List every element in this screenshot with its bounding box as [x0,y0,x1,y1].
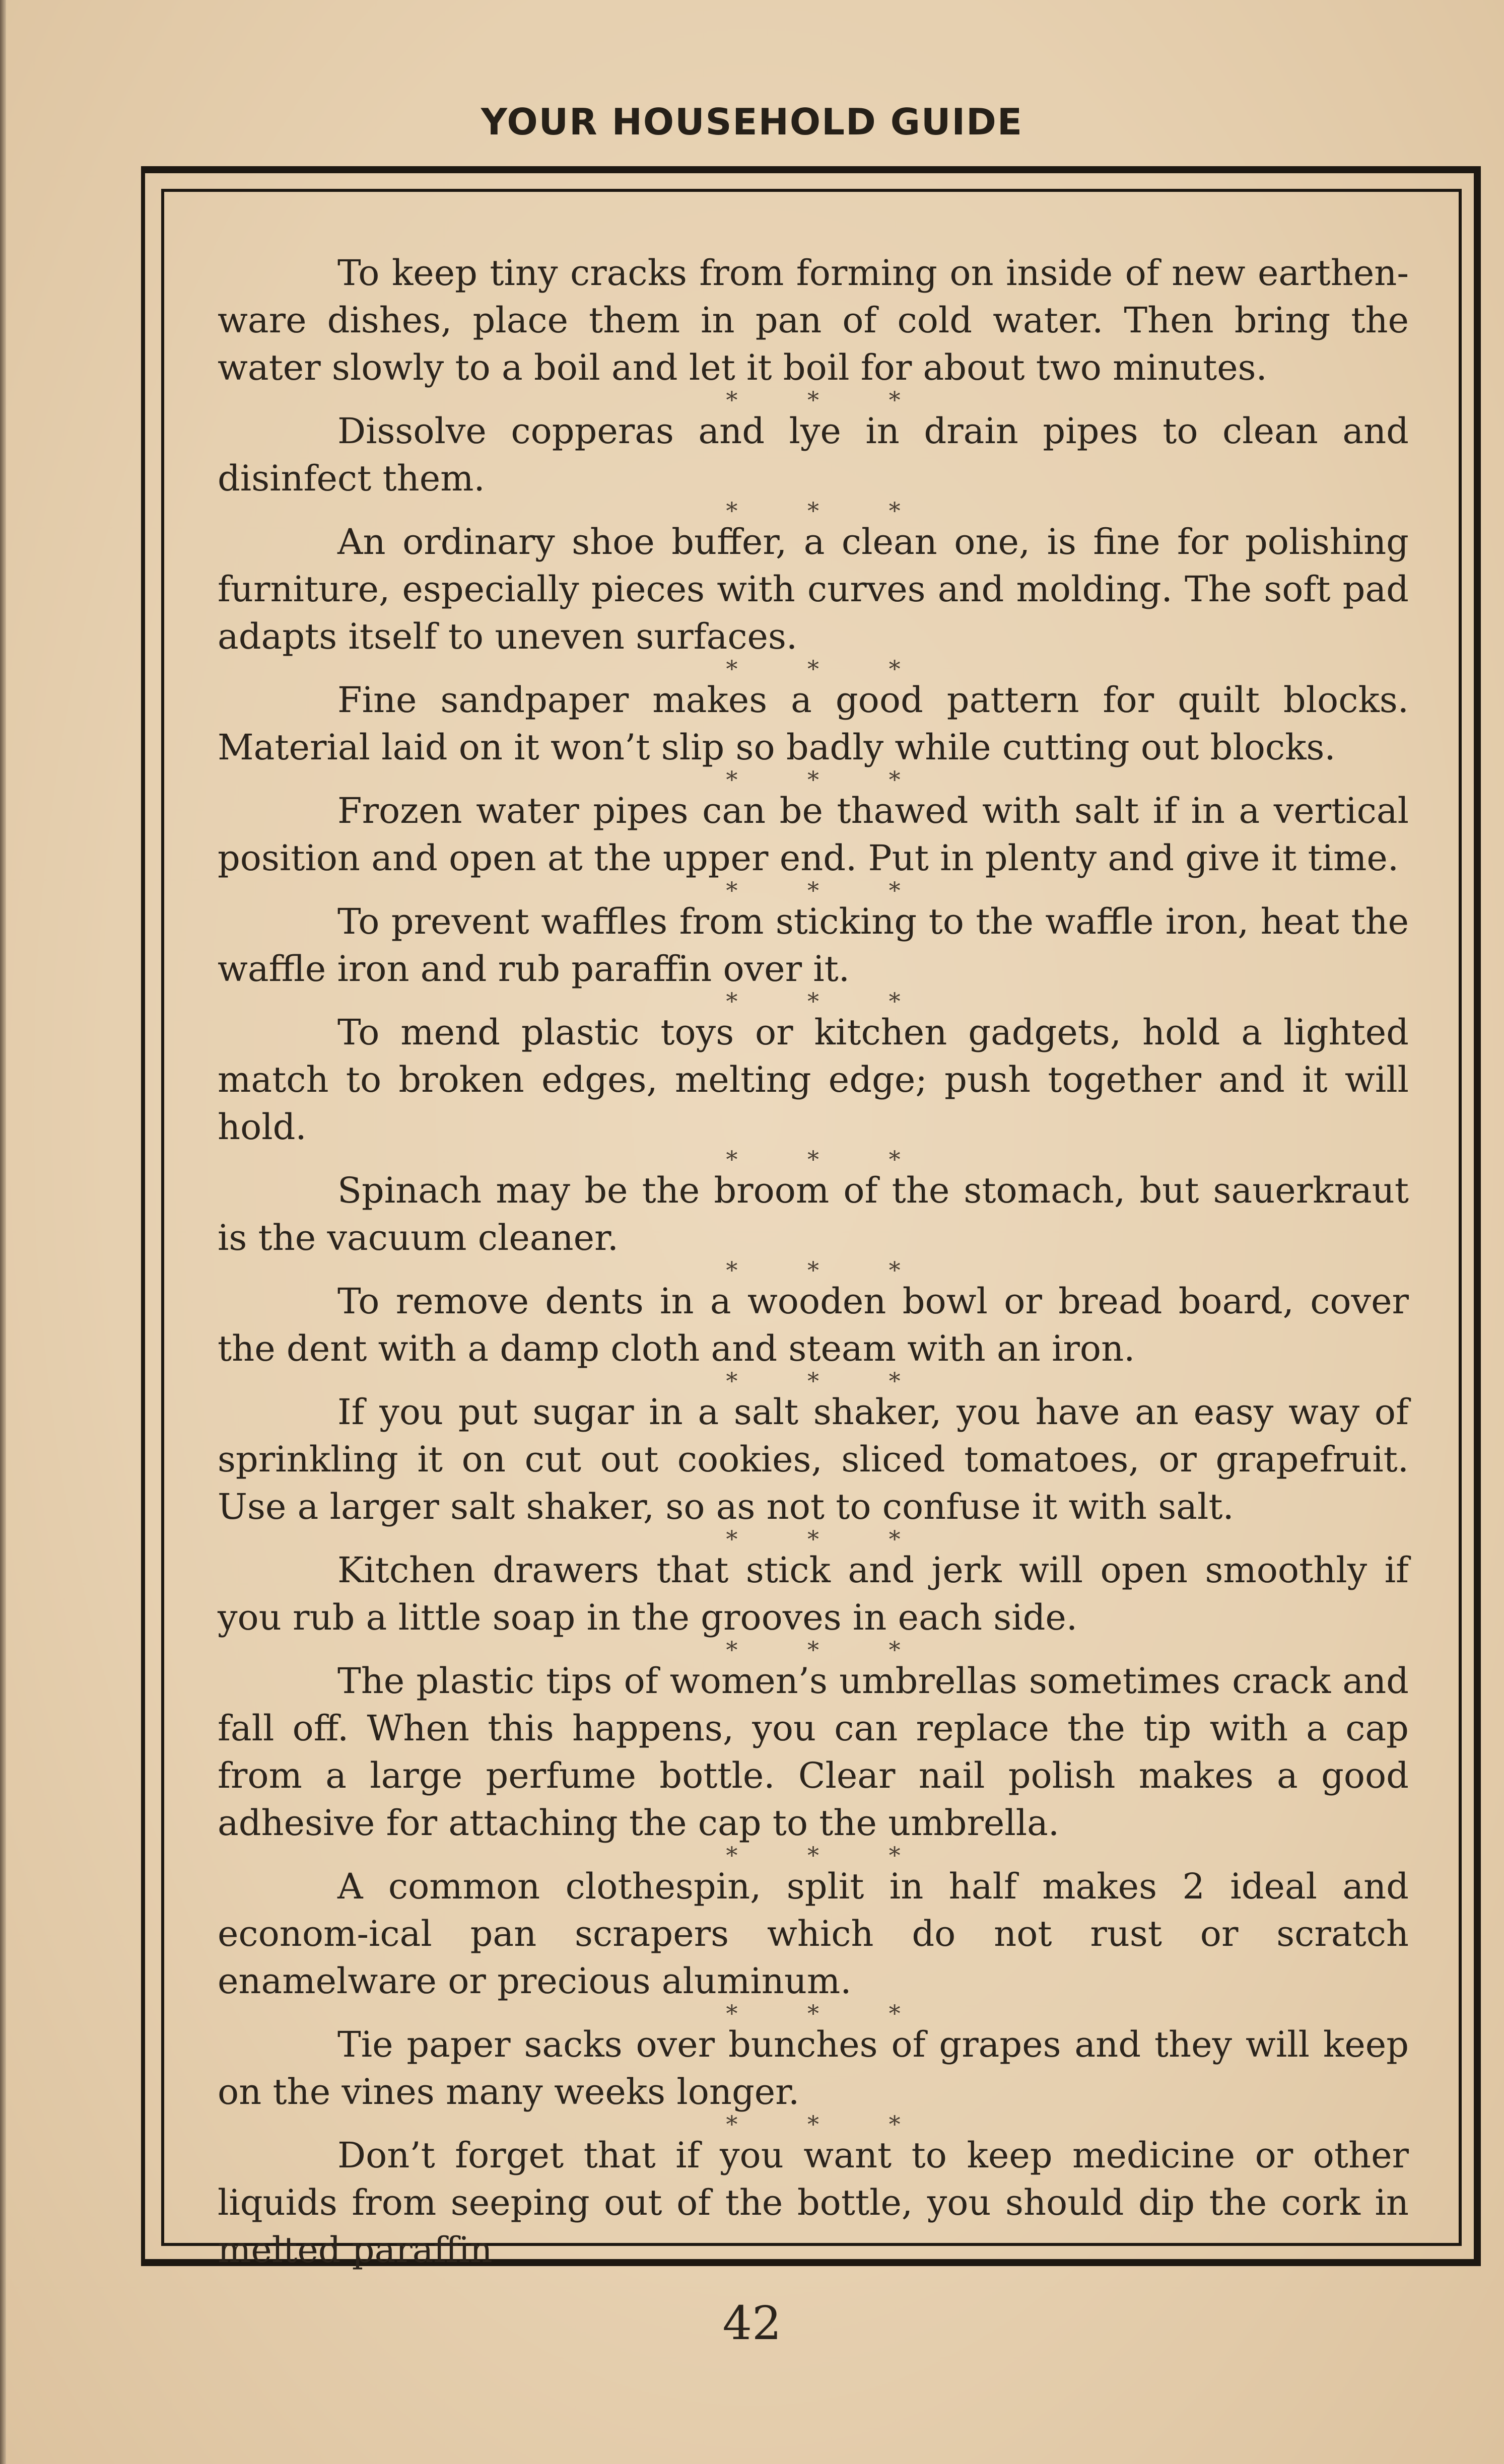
page-gutter-edge [0,0,6,2464]
tip-paragraph: To remove dents in a wooden bowl or bread board, cover the dent with a damp cloth and steam with an iron. [218,1281,1409,1369]
asterisk-separator: * * * [726,877,932,904]
asterisk-separator: * * * [726,1525,932,1553]
asterisk-separator: * * * [726,1636,932,1663]
tip-paragraph: Frozen water pipes can be thawed with salt if in a vertical position and open at the upper end. Put in plenty and give it time. [218,790,1409,879]
tip-paragraph: If you put sugar in a salt shaker, you have an easy way of sprinkling it on cut out cookies, sliced tomatoes, or grapefruit. Use a larger salt shaker, so as not to confuse it with salt. [218,1391,1409,1527]
asterisk-separator: * * * [726,1367,932,1394]
asterisk-separator: * * * [726,766,932,793]
tip-paragraph: Spinach may be the broom of the stomach, but sauerkraut is the vacuum cleaner. [218,1170,1409,1258]
asterisk-separator: * * * [726,988,932,1015]
tip-paragraph: The plastic tips of women’s umbrellas sometimes crack and fall off. When this happens, you can replace the tip with a cap from a large perfume bottle. Clear nail polish makes a good adhesive for attaching the cap to the umbrella. [218,1660,1409,1844]
tip-paragraph: To prevent waffles from sticking to the waffle iron, heat the waffle iron and rub paraffin over it. [218,901,1409,990]
tip-paragraph: Kitchen drawers that stick and jerk will open smoothly if you rub a little soap in the grooves in each side. [218,1550,1409,1638]
tip-paragraph: Tie paper sacks over bunches of grapes and they will keep on the vines many weeks longer. [218,2024,1409,2113]
tip-paragraph: To keep tiny cracks from forming on inside of new earthen-ware dishes, place them in pan of cold water. Then bring the water slowly to a boil and let it boil for about two minutes. [218,252,1409,388]
tip-paragraph: A common clothespin, split in half makes 2 ideal and econom-ical pan scrapers which do not rust or scratch enamelware or precious aluminum. [218,1866,1409,2002]
running-header: YOUR HOUSEHOLD GUIDE [481,101,1023,143]
tip-paragraph: To mend plastic toys or kitchen gadgets, hold a lighted match to broken edges, melting edge; push together and it will hold. [218,1012,1409,1148]
asterisk-separator: * * * [726,655,932,682]
asterisk-separator: * * * [726,386,932,413]
asterisk-separator: * * * [726,1146,932,1173]
page-number: 42 [722,2296,782,2350]
asterisk-separator: * * * [726,497,932,524]
asterisk-separator: * * * [726,2000,932,2027]
asterisk-separator: * * * [726,2110,932,2138]
tip-paragraph: Dissolve copperas and lye in drain pipes to clean and disinfect them. [218,410,1409,499]
tip-paragraph: Fine sandpaper makes a good pattern for quilt blocks. Material laid on it won’t slip so badly while cutting out blocks. [218,679,1409,768]
tip-paragraph: An ordinary shoe buffer, a clean one, is fine for polishing furniture, especially pieces with curves and molding. The soft pad adapts itself to uneven surfaces. [218,521,1409,657]
tips-content [218,249,1409,2274]
asterisk-separator: * * * [726,1256,932,1284]
asterisk-separator: * * * [726,1842,932,1869]
tip-paragraph: Don’t forget that if you want to keep medicine or other liquids from seeping out of the bottle, you should dip the cork in melted paraffin [218,2135,1409,2271]
